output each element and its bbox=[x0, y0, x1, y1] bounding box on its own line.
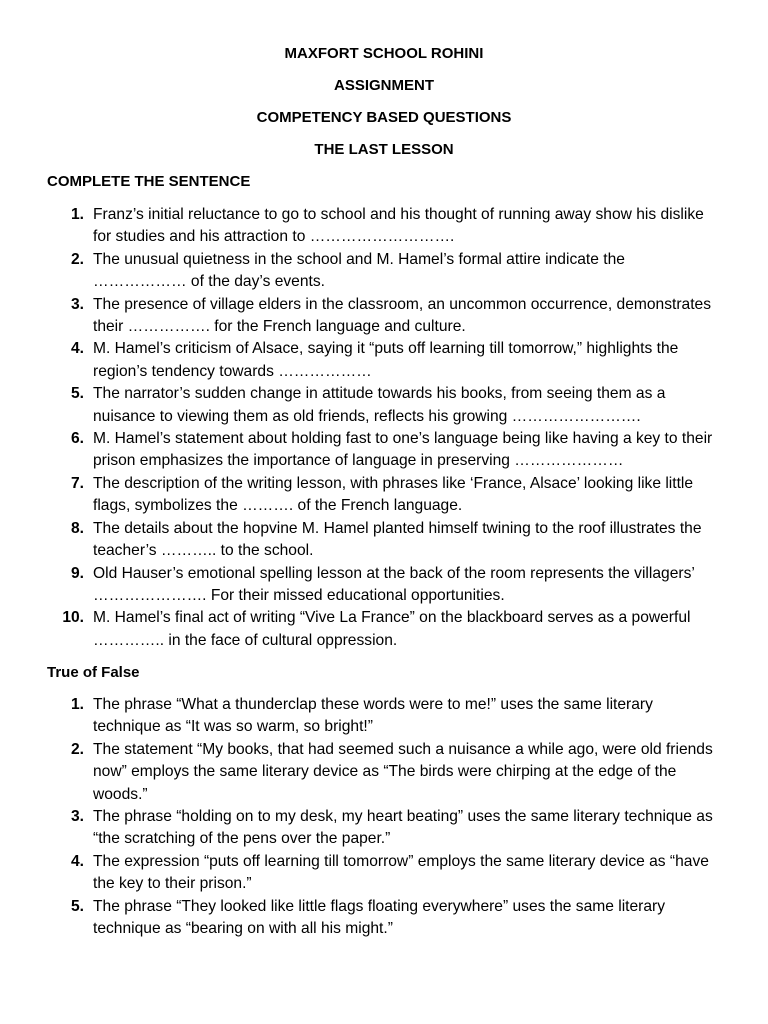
question-item bbox=[0, 694, 768, 739]
question-number: 2. bbox=[70, 250, 84, 268]
question-item bbox=[0, 249, 768, 294]
question-text: Franz’s initial reluctance to go to school and his thought of running away show his dislike for studies and his attraction to ………………………. bbox=[93, 206, 704, 246]
question-number: 4. bbox=[70, 852, 84, 870]
question-item bbox=[0, 739, 768, 806]
question-text: The phrase “They looked like little flags floating everywhere” uses the same literary technique as “bearing on with all his might.” bbox=[93, 897, 666, 938]
question-text: M. Hamel’s statement about holding fast to one’s language being like having a key to their prison emphasizes the importance of language in preserving ………………… bbox=[93, 430, 713, 470]
assignment-title: ASSIGNMENT bbox=[333, 77, 434, 94]
assignment-type: COMPETENCY BASED QUESTIONS bbox=[256, 109, 512, 126]
question-number: 3. bbox=[70, 808, 84, 826]
question-text: M. Hamel’s final act of writing “Vive La France” on the blackboard serves as a powerful ………….. in the face of cultural oppression. bbox=[93, 609, 691, 649]
question-text: The details about the hopvine M. Hamel planted himself twining to the roof illustrates the teacher’s ……….. to the school. bbox=[93, 519, 702, 560]
section-heading-true-false: True of False bbox=[47, 664, 140, 681]
question-number: 1. bbox=[70, 206, 84, 223]
question-number: 7. bbox=[70, 474, 84, 492]
question-number: 8. bbox=[70, 519, 84, 537]
question-text: Old Hauser’s emotional spelling lesson at the back of the room represents the villagers’ …………………. For their missed educational opportunities. bbox=[93, 564, 695, 604]
question-item bbox=[0, 806, 768, 851]
question-number: 1. bbox=[70, 696, 84, 713]
question-number: 4. bbox=[70, 340, 84, 358]
question-text: The narrator’s sudden change in attitude towards his books, from seeing them as a nuisance to viewing them as old friends, reflects his growing ……………………. bbox=[93, 385, 666, 425]
question-number: 10. bbox=[62, 609, 84, 627]
question-item bbox=[0, 851, 768, 896]
section-heading-complete-sentence: COMPLETE THE SENTENCE bbox=[47, 173, 251, 190]
question-item bbox=[0, 607, 768, 652]
question-item bbox=[0, 428, 768, 473]
question-item bbox=[0, 518, 768, 563]
question-text: The phrase “holding on to my desk, my heart beating” uses the same literary technique as “the scratching of the pens over the paper.” bbox=[93, 808, 713, 848]
question-number: 6. bbox=[70, 430, 84, 448]
question-number: 3. bbox=[70, 295, 84, 313]
question-text: The presence of village elders in the classroom, an uncommon occurrence, demonstrates their ……………. for the French language and culture. bbox=[93, 295, 711, 336]
question-item bbox=[0, 563, 768, 608]
question-item bbox=[0, 338, 768, 383]
question-number: 9. bbox=[70, 564, 84, 582]
question-text: The expression “puts off learning till tomorrow” employs the same literary device as “have the key to their prison.” bbox=[93, 852, 709, 893]
question-text: The description of the writing lesson, with phrases like ‘France, Alsace’ looking like little flags, symbolizes the ………. of the French language. bbox=[93, 474, 694, 515]
question-item bbox=[0, 383, 768, 428]
question-text: The phrase “What a thunderclap these words were to me!” uses the same literary technique as “It was so warm, so bright!” bbox=[93, 696, 653, 736]
question-item bbox=[0, 204, 768, 249]
question-item bbox=[0, 294, 768, 339]
chapter-title: THE LAST LESSON bbox=[314, 141, 454, 158]
question-text: The statement “My books, that had seemed such a nuisance a while ago, were old friends now” employs the same literary device as “The birds were chirping at the edge of the woods.” bbox=[93, 740, 713, 803]
question-item bbox=[0, 896, 768, 941]
complete-sentence-list bbox=[0, 204, 768, 652]
question-number: 2. bbox=[70, 740, 84, 758]
question-text: M. Hamel’s criticism of Alsace, saying it “puts off learning till tomorrow,” highlights the region’s tendency towards ……………… bbox=[93, 340, 679, 380]
school-name: MAXFORT SCHOOL ROHINI bbox=[284, 45, 484, 62]
true-false-list bbox=[0, 694, 768, 940]
question-number: 5. bbox=[70, 897, 84, 915]
question-text: The unusual quietness in the school and M. Hamel’s formal attire indicate the ……………… of the day’s events. bbox=[93, 250, 625, 291]
question-number: 5. bbox=[70, 385, 84, 403]
question-item bbox=[0, 473, 768, 518]
